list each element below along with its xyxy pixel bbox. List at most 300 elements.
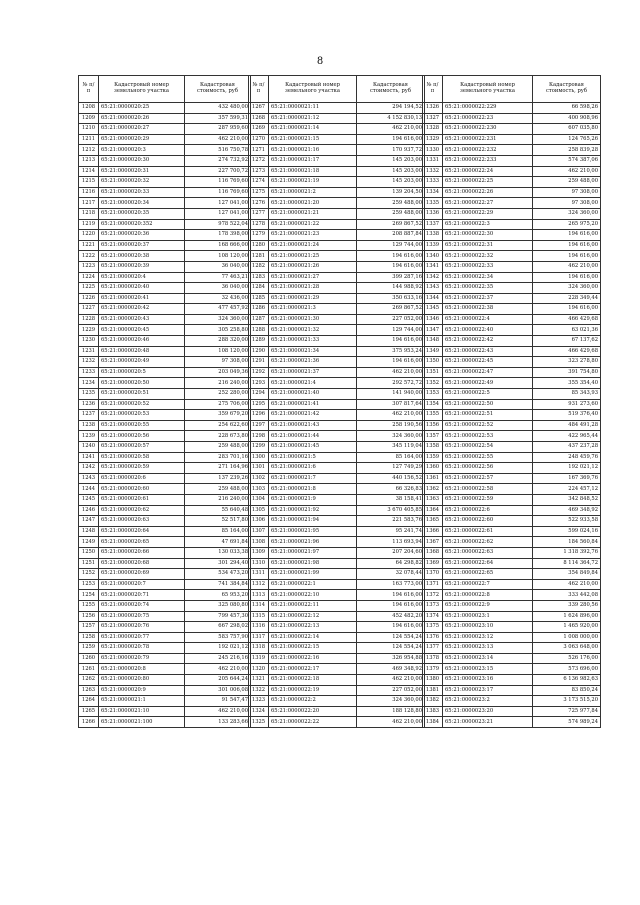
cadastral-number: 65:21:0000020:27 — [99, 124, 185, 135]
table-row — [423, 187, 601, 198]
cadastral-value: 516 750,78 — [185, 145, 251, 156]
cadastral-value: 224 457,12 — [533, 484, 601, 495]
cadastral-value: 574 387,06 — [533, 155, 601, 166]
row-number: 1263 — [79, 685, 99, 696]
cadastral-value: 124 765,26 — [533, 134, 601, 145]
table-row — [423, 399, 601, 410]
table-row — [79, 304, 251, 315]
row-number: 1240 — [79, 442, 99, 453]
table-row — [423, 272, 601, 283]
cadastral-number: 65:21:0000022:6 — [443, 505, 533, 516]
table-row — [423, 389, 601, 400]
cadastral-value: 207 204,60 — [357, 547, 425, 558]
cadastral-value: 469 348,92 — [357, 664, 425, 675]
row-number: 1338 — [423, 230, 443, 241]
row-number: 1328 — [423, 124, 443, 135]
cadastral-number: 65:21:0000021:28 — [269, 283, 357, 294]
table-row — [423, 251, 601, 262]
row-number: 1227 — [79, 304, 99, 315]
cadastral-number: 65:21:0000022:52 — [443, 420, 533, 431]
cadastral-number: 65:21:0000021:40 — [269, 389, 357, 400]
row-number: 1353 — [423, 389, 443, 400]
cadastral-value: 258 839,28 — [533, 145, 601, 156]
cadastral-table-2 — [248, 75, 425, 728]
row-number: 1373 — [423, 600, 443, 611]
table-row — [423, 155, 601, 166]
row-number: 1285 — [249, 293, 269, 304]
row-number: 1362 — [423, 484, 443, 495]
row-number: 1302 — [249, 473, 269, 484]
row-number: 1320 — [249, 664, 269, 675]
table-row — [423, 558, 601, 569]
row-number: 1247 — [79, 516, 99, 527]
cadastral-value: 67 137,62 — [533, 336, 601, 347]
row-number: 1304 — [249, 494, 269, 505]
cadastral-value: 440 156,52 — [357, 473, 425, 484]
table-row — [249, 547, 425, 558]
cadastral-value: 47 691,84 — [185, 537, 251, 548]
cadastral-number: 65:21:0000021:10 — [99, 706, 185, 717]
table-row — [79, 103, 251, 114]
table-row — [79, 187, 251, 198]
row-number: 1229 — [79, 325, 99, 336]
cadastral-number: 65:21:0000022:4 — [443, 314, 533, 325]
row-number: 1295 — [249, 399, 269, 410]
cadastral-number: 65:21:0000022:43 — [443, 346, 533, 357]
cadastral-value: 194 616,00 — [357, 261, 425, 272]
row-number: 1299 — [249, 442, 269, 453]
row-number: 1333 — [423, 177, 443, 188]
cadastral-number: 65:21:0000022:55 — [443, 452, 533, 463]
table-row — [423, 378, 601, 389]
row-number: 1325 — [249, 717, 269, 728]
cadastral-value: 145 203,00 — [357, 155, 425, 166]
table-row — [249, 579, 425, 590]
row-number: 1259 — [79, 643, 99, 654]
cadastral-number: 65:21:0000022:60 — [443, 516, 533, 527]
cadastral-value: 333 442,08 — [533, 590, 601, 601]
page-number: 8 — [316, 56, 324, 67]
table-row — [79, 240, 251, 251]
table-row — [423, 219, 601, 230]
cadastral-value: 400 908,96 — [533, 113, 601, 124]
row-number: 1296 — [249, 410, 269, 421]
row-number: 1340 — [423, 251, 443, 262]
cadastral-value: 228 349,44 — [533, 293, 601, 304]
cadastral-number: 65:21:0000020:48 — [99, 346, 185, 357]
table-row — [79, 632, 251, 643]
cadastral-value: 194 616,00 — [533, 272, 601, 283]
table-row — [249, 664, 425, 675]
row-number: 1367 — [423, 537, 443, 548]
cadastral-value: 245 216,16 — [185, 653, 251, 664]
row-number: 1272 — [249, 155, 269, 166]
table-row — [79, 283, 251, 294]
cadastral-value: 301 294,40 — [185, 558, 251, 569]
cadastral-value: 8 114 364,72 — [533, 558, 601, 569]
cadastral-number: 65:21:0000021:20 — [269, 198, 357, 209]
cadastral-number: 65:21:0000022:232 — [443, 145, 533, 156]
row-number: 1336 — [423, 208, 443, 219]
table-row — [423, 346, 601, 357]
row-number: 1379 — [423, 664, 443, 675]
table-row — [79, 717, 251, 728]
row-number: 1284 — [249, 283, 269, 294]
cadastral-number: 65:21:0000022:230 — [443, 124, 533, 135]
cadastral-value: 137 239,26 — [185, 473, 251, 484]
row-number: 1264 — [79, 696, 99, 707]
table-row — [423, 357, 601, 368]
table-row — [423, 685, 601, 696]
cadastral-value: 97 308,00 — [185, 357, 251, 368]
table-row — [79, 431, 251, 442]
table-row — [79, 590, 251, 601]
cadastral-value: 931 273,60 — [533, 399, 601, 410]
table-row — [79, 134, 251, 145]
row-number: 1262 — [79, 675, 99, 686]
row-number: 1256 — [79, 611, 99, 622]
cadastral-value: 3 670 405,85 — [357, 505, 425, 516]
cadastral-value: 462 210,00 — [185, 134, 251, 145]
cadastral-number: 65:21:0000022:35 — [443, 283, 533, 294]
cadastral-value: 194 616,00 — [357, 357, 425, 368]
cadastral-number: 65:21:0000020:39 — [99, 261, 185, 272]
cadastral-number: 65:21:0000020:77 — [99, 632, 185, 643]
row-number: 1278 — [249, 219, 269, 230]
table-row — [79, 378, 251, 389]
cadastral-value: 4 152 830,13 — [357, 113, 425, 124]
row-number: 1228 — [79, 314, 99, 325]
cadastral-number: 65:21:0000021:14 — [269, 124, 357, 135]
table-row — [79, 325, 251, 336]
cadastral-value: 108 120,00 — [185, 251, 251, 262]
cadastral-number: 65:21:0000021:15 — [269, 134, 357, 145]
table-row — [79, 706, 251, 717]
table-row — [249, 494, 425, 505]
cadastral-number: 65:21:0000021:25 — [269, 251, 357, 262]
table-row — [423, 484, 601, 495]
header-value: Кадастровая стоимость, руб — [185, 76, 251, 103]
table-row — [79, 272, 251, 283]
row-number: 1334 — [423, 187, 443, 198]
cadastral-value: 477 457,92 — [185, 304, 251, 315]
row-number: 1292 — [249, 367, 269, 378]
table-row — [423, 261, 601, 272]
table-row — [79, 526, 251, 537]
row-number: 1258 — [79, 632, 99, 643]
row-number: 1309 — [249, 547, 269, 558]
row-number: 1368 — [423, 547, 443, 558]
table-row — [79, 516, 251, 527]
cadastral-value: 484 491,28 — [533, 420, 601, 431]
row-number: 1211 — [79, 134, 99, 145]
cadastral-number: 65:21:0000022:1 — [269, 579, 357, 590]
table-row — [423, 208, 601, 219]
cadastral-value: 359 679,20 — [185, 410, 251, 421]
cadastral-number: 65:21:0000021:37 — [269, 367, 357, 378]
row-number: 1356 — [423, 420, 443, 431]
table-row — [423, 664, 601, 675]
cadastral-value: 116 769,60 — [185, 187, 251, 198]
row-number: 1313 — [249, 590, 269, 601]
cadastral-value: 462 210,00 — [533, 261, 601, 272]
cadastral-number: 65:21:0000022:47 — [443, 367, 533, 378]
cadastral-value: 194 616,00 — [533, 230, 601, 241]
row-number: 1358 — [423, 442, 443, 453]
cadastral-value: 462 210,00 — [357, 675, 425, 686]
cadastral-number: 65:21:0000020:59 — [99, 463, 185, 474]
cadastral-value: 534 473,20 — [185, 569, 251, 580]
row-number: 1274 — [249, 177, 269, 188]
row-number: 1366 — [423, 526, 443, 537]
cadastral-value: 462 210,00 — [533, 166, 601, 177]
table-row — [423, 516, 601, 527]
cadastral-number: 65:21:0000020:26 — [99, 113, 185, 124]
cadastral-number: 65:21:0000020:75 — [99, 611, 185, 622]
table-row — [249, 177, 425, 188]
cadastral-value: 437 237,28 — [533, 442, 601, 453]
cadastral-number: 65:21:0000020:74 — [99, 600, 185, 611]
table-row — [249, 696, 425, 707]
cadastral-number: 65:21:0000022:56 — [443, 463, 533, 474]
cadastral-value: 462 210,00 — [185, 664, 251, 675]
cadastral-value: 129 744,00 — [357, 325, 425, 336]
table-row — [249, 378, 425, 389]
cadastral-number: 65:21:0000020:46 — [99, 336, 185, 347]
cadastral-value: 1 465 920,00 — [533, 622, 601, 633]
table-row — [249, 314, 425, 325]
cadastral-number: 65:21:0000020:34 — [99, 198, 185, 209]
cadastral-value: 292 572,72 — [357, 378, 425, 389]
cadastral-number: 65:21:0000021:96 — [269, 537, 357, 548]
row-number: 1219 — [79, 219, 99, 230]
table-row — [423, 103, 601, 114]
header-num: № п/п — [423, 76, 443, 103]
cadastral-number: 65:21:0000023:17 — [443, 685, 533, 696]
table-row — [249, 198, 425, 209]
cadastral-number: 65:21:0000022:32 — [443, 251, 533, 262]
cadastral-value: 194 616,00 — [533, 240, 601, 251]
cadastral-number: 65:21:0000022:11 — [269, 600, 357, 611]
cadastral-number: 65:21:0000021:32 — [269, 325, 357, 336]
table-row — [423, 526, 601, 537]
cadastral-number: 65:21:0000022:10 — [269, 590, 357, 601]
table-row — [249, 251, 425, 262]
cadastral-value: 350 633,16 — [357, 293, 425, 304]
cadastral-number: 65:21:0000021:24 — [269, 240, 357, 251]
row-number: 1232 — [79, 357, 99, 368]
cadastral-value: 208 887,84 — [357, 230, 425, 241]
cadastral-number: 65:21:0000022:64 — [443, 558, 533, 569]
row-number: 1354 — [423, 399, 443, 410]
row-number: 1260 — [79, 653, 99, 664]
cadastral-value: 432 480,00 — [185, 103, 251, 114]
cadastral-value: 462 210,00 — [357, 717, 425, 728]
row-number: 1312 — [249, 579, 269, 590]
row-number: 1346 — [423, 314, 443, 325]
cadastral-number: 65:21:0000022:7 — [443, 579, 533, 590]
cadastral-number: 65:21:0000020:66 — [99, 547, 185, 558]
cadastral-number: 65:21:0000023:10 — [443, 622, 533, 633]
cadastral-number: 65:21:0000021:26 — [269, 261, 357, 272]
cadastral-number: 65:21:0000020:69 — [99, 569, 185, 580]
row-number: 1341 — [423, 261, 443, 272]
table-row — [79, 367, 251, 378]
cadastral-number: 65:21:0000022:23 — [443, 113, 533, 124]
cadastral-value: 227 052,00 — [357, 685, 425, 696]
cadastral-value: 116 769,60 — [185, 177, 251, 188]
cadastral-number: 65:21:0000021:22 — [269, 219, 357, 230]
cadastral-value: 1 008 000,00 — [533, 632, 601, 643]
cadastral-number: 65:21:0000021:19 — [269, 177, 357, 188]
table-row — [249, 685, 425, 696]
cadastral-number: 65:21:0000020:57 — [99, 442, 185, 453]
cadastral-number: 65:21:0000020:56 — [99, 431, 185, 442]
row-number: 1213 — [79, 155, 99, 166]
cadastral-value: 275 706,00 — [185, 399, 251, 410]
row-number: 1266 — [79, 717, 99, 728]
cadastral-number: 65:21:0000020:41 — [99, 293, 185, 304]
table-row — [249, 420, 425, 431]
row-number: 1339 — [423, 240, 443, 251]
table-row — [249, 155, 425, 166]
cadastral-number: 65:21:0000021:98 — [269, 558, 357, 569]
cadastral-number: 65:21:0000022:63 — [443, 547, 533, 558]
row-number: 1280 — [249, 240, 269, 251]
row-number: 1231 — [79, 346, 99, 357]
cadastral-value: 274 732,92 — [185, 155, 251, 166]
row-number: 1372 — [423, 590, 443, 601]
cadastral-value: 323 278,80 — [533, 357, 601, 368]
row-number: 1250 — [79, 547, 99, 558]
row-number: 1293 — [249, 378, 269, 389]
cadastral-value: 216 240,00 — [185, 378, 251, 389]
row-number: 1290 — [249, 346, 269, 357]
cadastral-number: 65:21:0000022:9 — [443, 600, 533, 611]
cadastral-number: 65:21:0000020:79 — [99, 653, 185, 664]
table-row — [79, 314, 251, 325]
table-row — [249, 706, 425, 717]
row-number: 1319 — [249, 653, 269, 664]
cadastral-number: 65:21:0000021:42 — [269, 410, 357, 421]
table-row — [423, 452, 601, 463]
row-number: 1235 — [79, 389, 99, 400]
row-number: 1249 — [79, 537, 99, 548]
table-row — [423, 240, 601, 251]
cadastral-value: 259 488,00 — [185, 442, 251, 453]
table-row — [79, 420, 251, 431]
row-number: 1350 — [423, 357, 443, 368]
cadastral-value: 228 673,80 — [185, 431, 251, 442]
cadastral-number: 65:21:0000022:13 — [269, 622, 357, 633]
cadastral-number: 65:21:0000022:2 — [269, 696, 357, 707]
cadastral-number: 65:21:0000020:71 — [99, 590, 185, 601]
row-number: 1282 — [249, 261, 269, 272]
cadastral-value: 342 848,52 — [533, 494, 601, 505]
cadastral-number: 65:21:0000023:1 — [443, 611, 533, 622]
cadastral-value: 422 965,44 — [533, 431, 601, 442]
cadastral-table-3 — [422, 75, 601, 728]
cadastral-number: 65:21:0000021:5 — [269, 452, 357, 463]
row-number: 1384 — [423, 717, 443, 728]
table-row — [79, 251, 251, 262]
row-number: 1359 — [423, 452, 443, 463]
cadastral-value: 326 954,88 — [357, 653, 425, 664]
cadastral-number: 65:21:0000022:42 — [443, 336, 533, 347]
row-number: 1226 — [79, 293, 99, 304]
table-row — [79, 579, 251, 590]
cadastral-number: 65:21:0000022:25 — [443, 177, 533, 188]
row-number: 1265 — [79, 706, 99, 717]
table-row — [79, 336, 251, 347]
table-row — [423, 547, 601, 558]
cadastral-number: 65:21:0000022:31 — [443, 240, 533, 251]
table-row — [79, 696, 251, 707]
table-row — [423, 420, 601, 431]
table-row — [423, 410, 601, 421]
cadastral-value: 6 136 982,63 — [533, 675, 601, 686]
cadastral-number: 65:21:0000020:45 — [99, 325, 185, 336]
row-number: 1357 — [423, 431, 443, 442]
cadastral-number: 65:21:0000021:99 — [269, 569, 357, 580]
cadastral-value: 287 959,60 — [185, 124, 251, 135]
table-row — [79, 399, 251, 410]
table-row — [79, 611, 251, 622]
row-number: 1321 — [249, 675, 269, 686]
cadastral-number: 65:21:0000022:49 — [443, 378, 533, 389]
cadastral-value: 265 975,20 — [533, 219, 601, 230]
table-row — [79, 558, 251, 569]
cadastral-value: 95 241,74 — [357, 526, 425, 537]
cadastral-number: 65:21:0000021:97 — [269, 547, 357, 558]
cadastral-value: 139 204,50 — [357, 187, 425, 198]
table-row — [423, 622, 601, 633]
cadastral-value: 607 035,80 — [533, 124, 601, 135]
cadastral-number: 65:21:0000021:16 — [269, 145, 357, 156]
cadastral-number: 65:21:0000020:63 — [99, 516, 185, 527]
table-row — [249, 187, 425, 198]
cadastral-number: 65:21:0000022:17 — [269, 664, 357, 675]
cadastral-value: 133 283,66 — [185, 717, 251, 728]
cadastral-value: 83 850,24 — [533, 685, 601, 696]
row-number: 1253 — [79, 579, 99, 590]
cadastral-number: 65:21:0000023:13 — [443, 643, 533, 654]
row-number: 1257 — [79, 622, 99, 633]
row-number: 1286 — [249, 304, 269, 315]
cadastral-number: 65:21:0000021:11 — [269, 103, 357, 114]
cadastral-value: 52 517,80 — [185, 516, 251, 527]
row-number: 1311 — [249, 569, 269, 580]
cadastral-number: 65:21:0000020:32 — [99, 177, 185, 188]
cadastral-number: 65:21:0000022:19 — [269, 685, 357, 696]
table-row — [423, 717, 601, 728]
table-row — [423, 675, 601, 686]
row-number: 1323 — [249, 696, 269, 707]
row-number: 1342 — [423, 272, 443, 283]
cadastral-number: 65:21:0000022:45 — [443, 357, 533, 368]
table-row — [423, 537, 601, 548]
row-number: 1223 — [79, 261, 99, 272]
cadastral-value: 357 599,31 — [185, 113, 251, 124]
cadastral-number: 65:21:0000021:33 — [269, 336, 357, 347]
row-number: 1345 — [423, 304, 443, 315]
row-number: 1236 — [79, 399, 99, 410]
table-row — [79, 293, 251, 304]
cadastral-number: 65:21:0000022:54 — [443, 442, 533, 453]
table-row — [423, 124, 601, 135]
row-number: 1343 — [423, 283, 443, 294]
cadastral-value: 799 457,30 — [185, 611, 251, 622]
